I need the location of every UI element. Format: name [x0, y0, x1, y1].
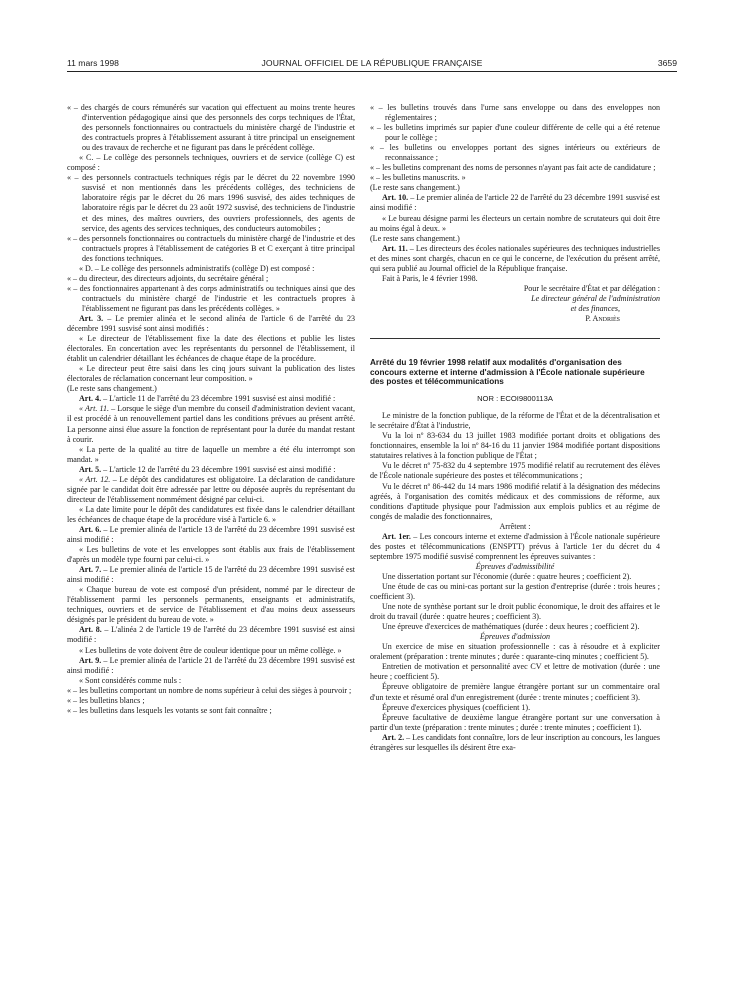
paragraph: [370, 431, 660, 461]
paragraph-text: Vu le décret nº 75-832 du 4 septembre 1975 modifié relatif au recrutement des élèves de l'École nationale supérieure des postes et télécommunications ;: [370, 461, 660, 481]
left-column: [67, 103, 355, 716]
paragraph-text: « Le bureau désigne parmi les électeurs un certain nombre de scrutateurs qui doit être au moins égal à deux. »: [370, 213, 660, 233]
paragraph: [370, 244, 660, 274]
paragraph-text: « – les bulletins blancs ;: [67, 695, 145, 705]
paragraph: [370, 482, 660, 522]
paragraph-text: « – du directeur, des directeurs adjoints, du secrétaire général ;: [67, 273, 269, 283]
article-number: Art. 2.: [382, 732, 405, 742]
paragraph-text: « – des personnels contractuels techniques régis par le décret du 22 novembre 1990 susvisé et non mentionnés dans les précédents collèges, des techniciens de laboratoire régis par le décret du 26 mars 1996 susvisé, des aides techniques de laboratoire régis par le décret du 23 août 1972 susvisé, des techniciens de l'industrie et des mines, des maîtres ouvriers, des ouvriers professionnels, des agents de service, des agents des services techniques, des conducteurs automobiles ;: [67, 173, 355, 233]
paragraph-text: « – les bulletins comprenant des noms de personnes n'ayant pas fait acte de candidature ;: [370, 163, 656, 173]
paragraph-text: Une note de synthèse portant sur le droit public économique, le droit des affaires et le droit du travail (durée : quatre heures ; coefficient 3).: [370, 602, 660, 622]
header-journal-title: JOURNAL OFFICIEL DE LA RÉPUBLIQUE FRANÇAISE: [261, 58, 483, 68]
paragraph: [370, 183, 660, 193]
paragraph-text: – Les candidats font connaître, lors de leur inscription au concours, les langues étrangères sur lesquelles ils désirent être exa-: [370, 732, 660, 752]
paragraph: [67, 475, 355, 505]
paragraph-text: – Le premier alinéa de l'article 13 de l'arrêté du 23 décembre 1991 susvisé est ainsi modifié :: [67, 524, 355, 545]
paragraph: [67, 625, 355, 645]
paragraph: [370, 703, 660, 713]
paragraph: [67, 384, 355, 394]
article-ref: « Art. 11.: [79, 404, 109, 414]
paragraph: [370, 622, 660, 632]
paragraph-text: (Le reste sans changement.): [67, 384, 157, 394]
article-number: Art. 7.: [79, 565, 102, 575]
paragraph: [370, 572, 660, 582]
paragraph-text: « – les bulletins manuscrits. »: [370, 173, 466, 183]
right-top-text: [370, 103, 660, 284]
paragraph: [370, 682, 660, 702]
paragraph-text: « – des personnels fonctionnaires ou contractuels du ministère chargé de l'industrie et des contractuels propres à l'établissement de catégories B et C exerçant à titre principal des fonctions techniques.: [67, 233, 355, 263]
paragraph-text: Le ministre de la fonction publique, de la réforme de l'État et de la décentralisation et le secrétaire d'État à l'industrie,: [370, 411, 660, 431]
paragraph: [67, 364, 355, 384]
paragraph: [67, 234, 355, 264]
paragraph-text: « – les bulletins imprimés sur papier d'une couleur différente de celle qui a été retenue pour le collège ;: [370, 123, 660, 143]
paragraph: [67, 445, 355, 465]
paragraph-text: « La perte de la qualité au titre de laquelle un membre a été élu interrompt son mandat. »: [67, 444, 355, 464]
paragraph-text: Une dissertation portant sur l'économie (durée : quatre heures ; coefficient 2).: [382, 571, 632, 581]
article-ref: « Art. 12.: [79, 474, 111, 484]
paragraph: [67, 686, 355, 696]
signature-name: P. Andriès: [585, 313, 620, 323]
paragraph-text: – L'alinéa 2 de l'article 19 de l'arrêté du 23 décembre 1991 susvisé est ainsi modifié :: [67, 625, 355, 645]
paragraph: [67, 545, 355, 565]
paragraph-text: « – des fonctionnaires appartenant à des corps administratifs ou techniques ainsi que des contractuels du ministère chargé de l'industrie et les contractuels propres à l'établissement ne figurant pas dans les précédents collèges. »: [67, 283, 355, 313]
paragraph-text: Arrêtent :: [499, 521, 531, 531]
paragraph-text: « Les bulletins de vote doivent être de couleur identique pour un même collège. »: [79, 645, 342, 655]
paragraph-text: « Le directeur peut être saisi dans les cinq jours suivant la publication des listes électorales de réclamation concernant leur composition. »: [67, 364, 355, 384]
paragraph-text: – Les concours interne et externe d'admission à l'École nationale supérieure des postes et télécommunications (ENSPTT) prévus à l'article 1er du décret du 4 septembre 1975 modifié susvisé comprennent les épreuves suivantes :: [370, 531, 660, 561]
paragraph-text: Fait à Paris, le 4 février 1998.: [382, 273, 478, 283]
paragraph-text: « – les bulletins dans lesquels les votants se sont fait connaître ;: [67, 705, 272, 715]
paragraph: [67, 706, 355, 716]
paragraph-text: Une étude de cas ou mini-cas portant sur la gestion d'entreprise (durée : trois heures ; coefficient 3).: [370, 581, 660, 602]
paragraph: [370, 103, 660, 123]
paragraph-text: Vu le décret nº 86-442 du 14 mars 1986 modifié relatif à la désignation des médecins agréés, à l'organisation des comités médicaux et des commissions de réforme, aux conditions d'aptitude physique pour l'admission aux emplois publics et au régime de congés de maladie des fonctionnaires,: [370, 481, 660, 521]
paragraph-text: – L'article 11 de l'arrêté du 23 décembre 1991 susvisé est ainsi modifié :: [101, 394, 336, 404]
paragraph-text: « – des chargés de cours rémunérés sur vacation qui effectuent au moins trente heures d'intervention pédagogique ainsi que des personnels des corps techniques de l'État, des personnels fonctionnaires ou contractuels du ministère chargé de l'industrie et des contractuels propres à l'établissement assurant à titre principal un enseignement ou des travaux de recherche et ne figurant pas dans le précédent collège.: [67, 103, 355, 153]
paragraph-text: Épreuve obligatoire de première langue étrangère portant sur un commentaire oral d'un texte et résumé oral d'un enregistrement (durée : trente minutes ; coefficient 3).: [370, 682, 660, 702]
paragraph-text: « Chaque bureau de vote est composé d'un président, nommé par le directeur de l'établissement parmi les personnels permanents, enseignants et administratifs, techniques, ouvriers et de service de l'établissement et d'au moins deux assesseurs désignés par le président du bureau de vote. »: [67, 585, 355, 625]
paragraph-text: – Le premier alinéa et le second alinéa de l'article 6 de l'arrêté du 23 décembre 1991 susvisé sont ainsi modifiés :: [67, 313, 355, 334]
paragraph: [370, 662, 660, 682]
article-number: Art. 11.: [382, 243, 408, 253]
paragraph-text: Entretien de motivation et personnalité avec CV et lettre de motivation (durée : une heure ; coefficient 5).: [370, 662, 660, 682]
paragraph: [67, 334, 355, 364]
paragraph: [370, 274, 660, 284]
paragraph-text: « C. – Le collège des personnels techniques, ouvriers et de service (collège C) est composé :: [67, 153, 355, 173]
paragraph-text: « – les bulletins trouvés dans l'urne sans enveloppe ou dans des enveloppes non réglementaires ;: [370, 103, 660, 123]
paragraph-text: Épreuves d'admission: [479, 632, 551, 642]
article-number: Art. 8.: [79, 625, 102, 635]
paragraph: [67, 676, 355, 686]
signature-line-2: Le directeur général de l'administration: [531, 293, 660, 303]
arrete-body: [370, 411, 660, 753]
paragraph: [370, 123, 660, 143]
paragraph: [67, 646, 355, 656]
paragraph-text: « La date limite pour le dépôt des candidatures est fixée dans le calendrier détaillant les échéances de chaque étape de la procédure visé à l'article 6. »: [67, 504, 355, 524]
header-page-number: 3659: [657, 58, 677, 68]
article-number: Art. 10.: [382, 193, 409, 203]
paragraph-text: – Le premier alinéa de l'article 21 de l'arrêté du 23 décembre 1991 susvisé est ainsi modifié :: [67, 655, 355, 675]
paragraph: [67, 525, 355, 545]
signature-line-3: et des finances,: [570, 303, 620, 313]
paragraph: [67, 404, 355, 444]
paragraph-text: (Le reste sans changement.): [370, 183, 460, 193]
article-number: Art. 3.: [79, 313, 104, 323]
paragraph-text: « – les bulletins ou enveloppes portant des signes intérieurs ou extérieurs de reconnaissance ;: [370, 143, 660, 163]
paragraph: [67, 264, 355, 274]
paragraph-text: « Le directeur de l'établissement fixe la date des élections et publie les listes électorales. En concertation avec les représentants du personnel de l'établissement, il établit un calendrier détaillant les échéances de chaque étape de la procédure.: [67, 334, 355, 364]
paragraph-text: Une épreuve d'exercices de mathématiques (durée : deux heures ; coefficient 2).: [382, 622, 640, 632]
signature-line-1: Pour le secrétaire d'État et par délégation :: [523, 283, 660, 293]
paragraph-text: Épreuve d'exercices physiques (coefficient 1).: [382, 702, 531, 712]
paragraph: [370, 461, 660, 481]
paragraph: [67, 394, 355, 404]
paragraph-text: – Le premier alinéa de l'article 15 de l'arrêté du 23 décembre 1991 susvisé est ainsi modifié :: [67, 565, 355, 585]
paragraph: [67, 585, 355, 625]
paragraph: [67, 103, 355, 153]
paragraph: [370, 733, 660, 753]
paragraph: [370, 582, 660, 602]
paragraph: [370, 234, 660, 244]
paragraph-text: Vu la loi nº 83-634 du 13 juillet 1983 modifiée portant droits et obligations des fonctionnaires, ensemble la loi nº 84-16 du 11 janvier 1984 modifiée portant dispositions statutaires relatives à la fonction publique de l'État ;: [370, 431, 660, 461]
paragraph: [67, 565, 355, 585]
nor-reference: NOR : ECOI9800113A: [477, 394, 553, 404]
paragraph: [67, 314, 355, 334]
paragraph: [370, 602, 660, 622]
paragraph: [67, 696, 355, 706]
paragraph: [67, 153, 355, 173]
paragraph-text: Épreuve facultative de deuxième langue étrangère portant sur une conversation à partir d'un texte (préparation : trente minutes ; durée : trente minutes ; coefficient 1).: [370, 712, 660, 732]
paragraph: [370, 173, 660, 183]
paragraph: [370, 522, 660, 532]
paragraph: [370, 632, 660, 642]
paragraph-text: Un exercice de mise en situation professionnelle : cas à résoudre et à expliciter oralement (préparation : trente minutes ; durée : quarante-cinq minutes ; coefficient 5).: [370, 642, 660, 662]
paragraph: [370, 713, 660, 733]
article-number: Art. 9.: [79, 655, 102, 665]
paragraph: [370, 532, 660, 562]
paragraph-text: – Le premier alinéa de l'article 22 de l'arrêté du 23 décembre 1991 susvisé est ainsi modifié :: [370, 193, 660, 213]
paragraph-text: « – les bulletins comportant un nombre de noms supérieur à celui des sièges à pourvoir ;: [67, 685, 352, 695]
article-number: Art. 6.: [79, 524, 102, 534]
arrete-title: Arrêté du 19 février 1998 relatif aux modalités d'organisation des concours externe et interne d'admission à l'École nationale supérieure des postes et télécommunications: [370, 338, 660, 387]
signature-block: [370, 284, 660, 324]
paragraph-text: – Les directeurs des écoles nationales supérieures des techniques industrielles et des mines sont chargés, chacun en ce qui le concerne, de l'exécution du présent arrêté, qui sera publié au Journal officiel de la République française.: [370, 243, 661, 273]
paragraph: [67, 284, 355, 314]
paragraph-text: – L'article 12 de l'arrêté du 23 décembre 1991 susvisé est ainsi modifié :: [101, 464, 336, 474]
paragraph-text: – Lorsque le siège d'un membre du conseil d'administration devient vacant, il est procédé à un renouvellement partiel dans les conditions prévues au présent arrêté. La personne ainsi élue assure la fonction de représentant pour la durée du mandat restant à courir.: [67, 404, 355, 444]
paragraph: [370, 562, 660, 572]
paragraph: [67, 465, 355, 475]
paragraph-text: « Les bulletins de vote et les enveloppes sont établis aux frais de l'établissement d'après un modèle type fourni par celui-ci. »: [67, 545, 355, 565]
page-header: [67, 58, 677, 72]
paragraph: [67, 173, 355, 233]
paragraph-text: (Le reste sans changement.): [370, 233, 460, 243]
paragraph: [370, 214, 660, 234]
paragraph-text: – Le dépôt des candidatures est obligatoire. La déclaration de candidature signée par le candidat doit être adressée par lettre ou déposée auprès du représentant du directeur de l'établissement nommément désigné par celui-ci.: [67, 474, 355, 504]
header-date: 11 mars 1998: [67, 58, 119, 68]
paragraph: [370, 193, 660, 213]
paragraph: [370, 143, 660, 163]
paragraph: [67, 274, 355, 284]
paragraph-text: Épreuves d'admissibilité: [475, 561, 555, 571]
paragraph: [370, 163, 660, 173]
article-number: Art. 1er.: [382, 531, 411, 541]
paragraph: [67, 505, 355, 525]
paragraph: [67, 656, 355, 676]
paragraph-text: « Sont considérés comme nuls :: [79, 675, 182, 685]
paragraph: [370, 642, 660, 662]
paragraph: [370, 411, 660, 431]
article-number: Art. 4.: [79, 394, 102, 404]
right-column: [370, 103, 660, 753]
header-rule: [67, 71, 677, 72]
paragraph-text: « D. – Le collège des personnels administratifs (collège D) est composé :: [79, 263, 315, 273]
article-number: Art. 5.: [79, 464, 102, 474]
